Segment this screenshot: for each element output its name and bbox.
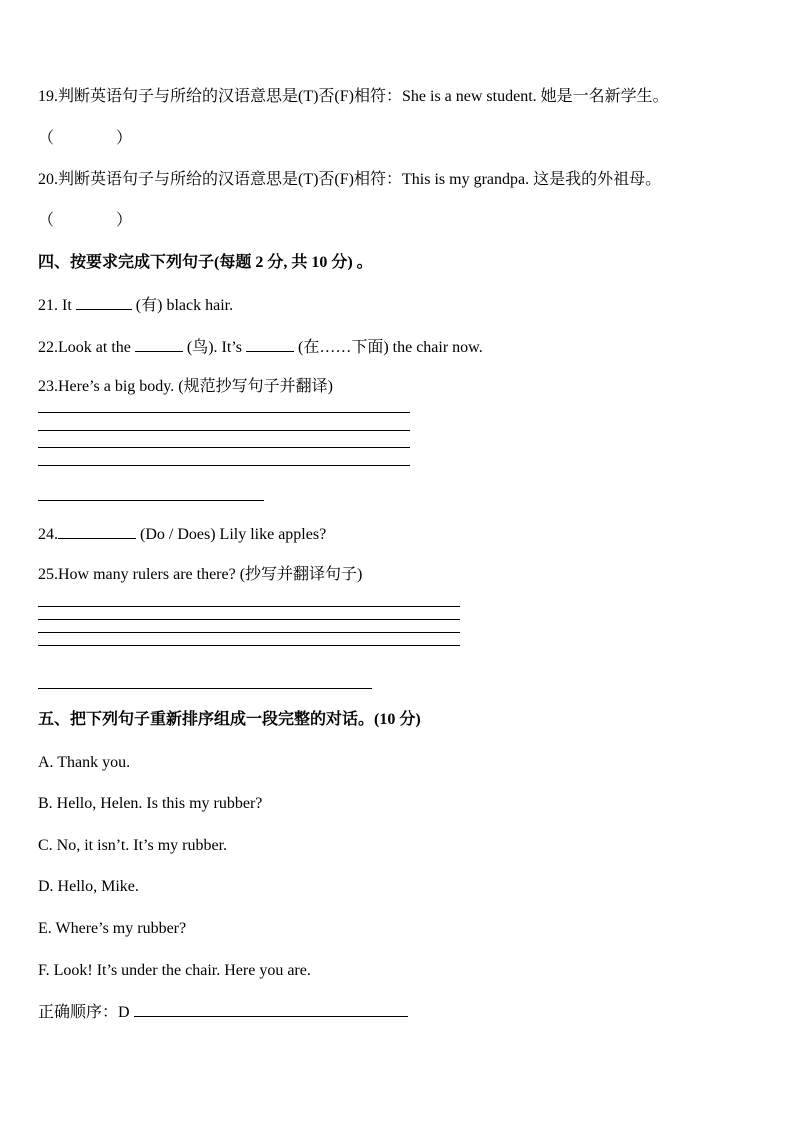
answer-20[interactable]	[38, 211, 132, 231]
copy-sentence: How many rulers are there?	[58, 566, 236, 583]
question-number: 23.	[38, 378, 58, 395]
question-number: 20.	[38, 171, 58, 188]
answer-paren-open: （	[38, 130, 55, 147]
question-instruction: 判断英语句子与所给的汉语意思是(T)否(F)相符：	[58, 171, 402, 188]
sentence-start: It	[62, 297, 72, 314]
task-hint: (规范抄写句子并翻译)	[178, 378, 333, 395]
sentence-start: Look at the	[58, 339, 131, 356]
fill-blank-1[interactable]	[135, 337, 183, 352]
translation-line[interactable]	[38, 688, 372, 689]
question-19	[38, 87, 669, 107]
answer-19[interactable]	[38, 129, 132, 149]
question-number: 22.	[38, 339, 58, 356]
dialogue-option-d: D. Hello, Mike.	[38, 878, 139, 895]
chinese-sentence: 这是我的外祖母。	[533, 171, 662, 188]
writing-line[interactable]	[38, 412, 410, 413]
question-22	[38, 337, 483, 358]
sentence-end: black hair.	[166, 297, 234, 314]
question-number: 19.	[38, 88, 58, 105]
question-25	[38, 565, 362, 585]
copy-sentence: Here’s a big body.	[58, 378, 175, 395]
section-4-heading: 四、按要求完成下列句子(每题 2 分, 共 10 分) 。	[38, 254, 373, 271]
fill-blank[interactable]	[76, 295, 132, 310]
word-options: (Do / Does)	[140, 526, 216, 543]
dialogue-option-b: B. Hello, Helen. Is this my rubber?	[38, 795, 263, 812]
writing-line[interactable]	[38, 606, 460, 607]
question-21	[38, 295, 233, 316]
section-5-heading: 五、把下列句子重新排序组成一段完整的对话。(10 分)	[38, 711, 421, 728]
question-23	[38, 377, 333, 397]
translation-line[interactable]	[38, 500, 264, 501]
task-hint: (抄写并翻译句子)	[239, 566, 363, 583]
writing-line[interactable]	[38, 632, 460, 633]
question-number: 24.	[38, 526, 58, 543]
writing-line[interactable]	[38, 465, 410, 466]
english-sentence: This is my grandpa.	[402, 171, 530, 188]
sentence-end: Lily like apples?	[219, 526, 327, 543]
order-answer	[38, 1002, 408, 1023]
dialogue-option-f: F. Look! It’s under the chair. Here you are.	[38, 962, 311, 979]
question-number: 25.	[38, 566, 58, 583]
dialogue-option-c: C. No, it isn’t. It’s my rubber.	[38, 837, 228, 854]
writing-line[interactable]	[38, 619, 460, 620]
order-answer-blank[interactable]	[134, 1002, 408, 1017]
word-hint: (有)	[135, 297, 163, 314]
english-sentence: She is a new student.	[402, 88, 537, 105]
chinese-sentence: 她是一名新学生。	[540, 88, 669, 105]
dialogue-option-a: A. Thank you.	[38, 754, 131, 771]
dialogue-option-e: E. Where’s my rubber?	[38, 920, 187, 937]
writing-line[interactable]	[38, 645, 460, 646]
sentence-end: the chair now.	[392, 339, 483, 356]
word-hint-2: (在……下面)	[297, 339, 389, 356]
answer-paren-close: ）	[116, 212, 133, 229]
writing-line[interactable]	[38, 430, 410, 431]
fill-blank[interactable]	[58, 524, 136, 539]
question-number: 21.	[38, 297, 58, 314]
answer-paren-open: （	[38, 212, 55, 229]
question-instruction: 判断英语句子与所给的汉语意思是(T)否(F)相符：	[58, 88, 402, 105]
question-20	[38, 170, 661, 190]
order-label: 正确顺序：D	[38, 1004, 130, 1021]
word-hint-1: (鸟). It’s	[186, 339, 242, 356]
fill-blank-2[interactable]	[246, 337, 294, 352]
writing-line[interactable]	[38, 447, 410, 448]
answer-paren-close: ）	[116, 130, 133, 147]
question-24	[38, 524, 326, 545]
